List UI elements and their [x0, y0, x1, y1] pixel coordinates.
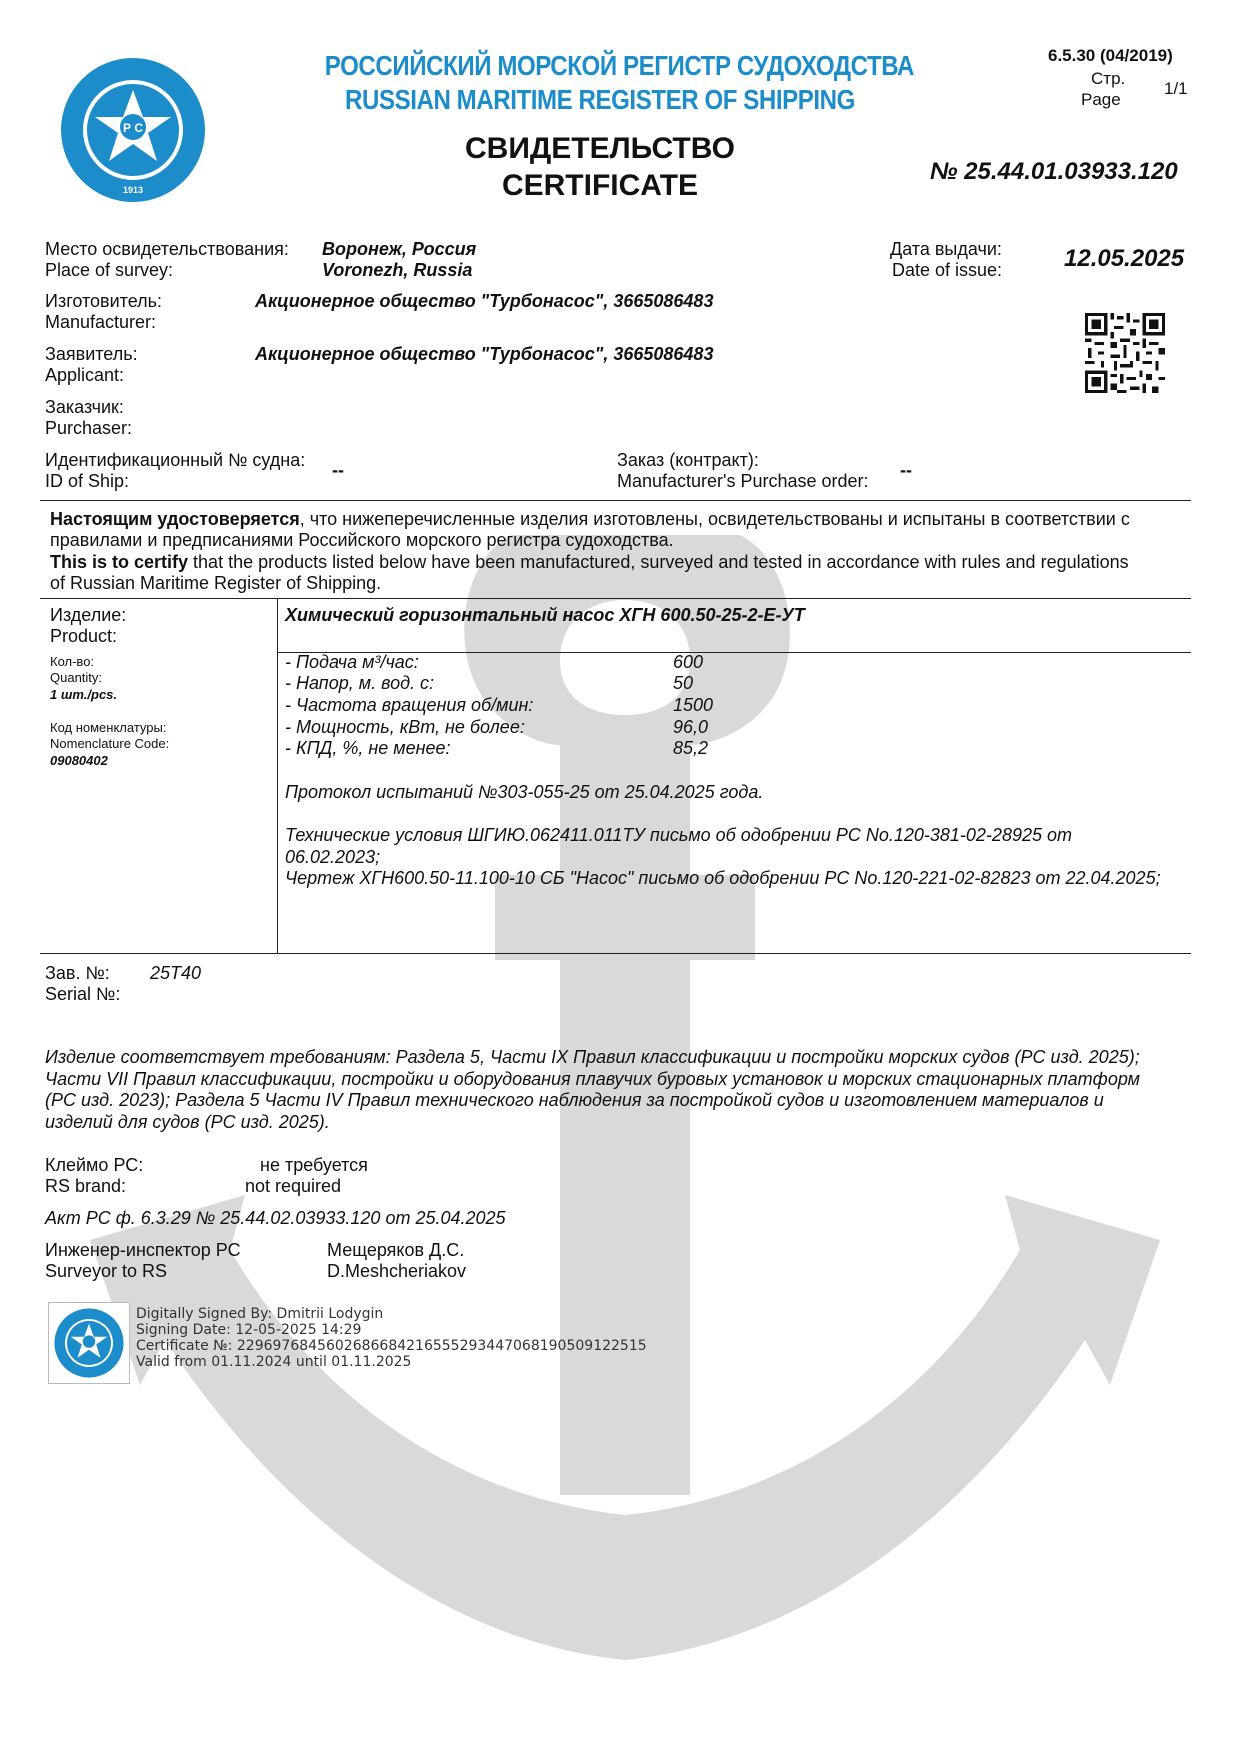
applicant-value: Акционерное общество "Турбонасос", 3665086483 — [255, 344, 714, 364]
test-protocol: Протокол испытаний №303-055-25 от 25.04.2025 года. — [285, 782, 764, 802]
spec-value: 1500 — [673, 695, 714, 715]
divider — [40, 953, 1191, 954]
place-value-ru: Воронеж, Россия — [322, 239, 477, 259]
spec-name: - Частота вращения об/мин: — [285, 695, 534, 715]
spec-value: 96,0 — [673, 717, 709, 737]
signature-validity: Valid from 01.11.2024 until 01.11.2025 — [136, 1354, 412, 1370]
qty-label-ru: Кол-во: — [50, 654, 95, 669]
brand-label-en: RS brand: — [45, 1176, 127, 1196]
product-value: Химический горизонтальный насос ХГН 600.50-25-2-Е-УТ — [285, 605, 805, 625]
signature-date: Signing Date: 12-05-2025 14:29 — [136, 1322, 362, 1338]
purchaser-label-en: Purchaser: — [45, 418, 133, 438]
divider — [40, 598, 1191, 599]
nom-label-ru: Код номенклатуры: — [50, 720, 167, 735]
brand-label-ru: Клеймо РС: — [45, 1155, 144, 1175]
certificate-number: № 25.44.01.03933.120 — [930, 158, 1178, 185]
qty-value: 1 шт./pcs. — [50, 687, 118, 702]
spec-value: 600 — [673, 652, 704, 672]
logo-letters: Р С — [122, 121, 144, 135]
qty-label-en: Quantity: — [50, 670, 103, 685]
page-label-ru: Стр. — [1091, 69, 1126, 88]
surveyor-label-ru: Инженер-инспектор РС — [45, 1240, 241, 1260]
signature-block — [136, 1306, 647, 1370]
rs-logo — [58, 45, 208, 215]
act-reference: Акт РС ф. 6.3.29 № 25.44.02.03933.120 от 25.04.2025 — [45, 1208, 506, 1228]
purchaser-label-ru: Заказчик: — [45, 397, 124, 417]
signature-stamp-logo — [53, 1307, 125, 1379]
brand-value-en: not required — [245, 1176, 342, 1196]
manufacturer-label-en: Manufacturer: — [45, 312, 157, 332]
manufacturer-value: Акционерное общество "Турбонасос", 3665086483 — [255, 291, 714, 311]
spec-value: 50 — [673, 673, 694, 693]
ship-id-label-ru: Идентификационный № судна: — [45, 450, 306, 470]
ship-id-value: -- — [332, 460, 344, 480]
compliance-line: (РС изд. 2023); Раздела 5 Части IV Правил технического наблюдения за постройкой судов и изготовлением материалов и — [45, 1090, 1104, 1110]
org-name-ru: РОССИЙСКИЙ МОРСКОЙ РЕГИСТР СУДОХОДСТВА — [324, 50, 915, 81]
page-label-en: Page — [1081, 90, 1121, 109]
nom-label-en: Nomenclature Code: — [50, 736, 170, 751]
certify-en-line2: of Russian Maritime Register of Shipping. — [50, 573, 382, 593]
spec-name: - Напор, м. вод. с: — [285, 673, 435, 693]
compliance-line: изделий для судов (РС изд. 2025). — [45, 1112, 330, 1132]
qr-code — [1085, 313, 1165, 393]
surveyor-name-en: D.Meshcheriakov — [327, 1261, 467, 1281]
date-label-ru: Дата выдачи: — [890, 239, 1002, 259]
nom-value: 09080402 — [50, 753, 108, 768]
product-label-en: Product: — [50, 626, 118, 646]
tech-conditions-line2: 06.02.2023; — [285, 847, 381, 867]
logo-year: 1913 — [122, 185, 144, 195]
compliance-line: Изделие соответствует требованиям: Раздела 5, Части IX Правил классификации и постройки морских судов (РС изд. 2025); — [45, 1047, 1140, 1067]
serial-label-ru: Зав. №: — [45, 963, 110, 983]
manufacturer-label-ru: Изготовитель: — [45, 291, 162, 311]
doc-title-en: CERTIFICATE — [501, 169, 699, 202]
signature-certificate: Certificate №: 229697684560268668421655529344706819050912251​5 — [136, 1338, 647, 1354]
surveyor-label-en: Surveyor to RS — [45, 1261, 168, 1281]
signature-signed-by: Digitally Signed By: Dmitrii Lodygin — [136, 1306, 384, 1322]
date-value: 12.05.2025 — [1064, 245, 1185, 272]
date-label-en: Date of issue: — [892, 260, 1003, 280]
compliance-line: Части VII Правил классификации, постройки и оборудования плавучих буровых установок и морских стационарных платформ — [45, 1069, 1140, 1089]
org-name-en: RUSSIAN MARITIME REGISTER OF SHIPPING — [345, 84, 855, 115]
spec-name: - Мощность, кВт, не более: — [285, 717, 525, 737]
brand-value-ru: не требуется — [260, 1155, 368, 1175]
place-label-en: Place of survey: — [45, 260, 174, 280]
applicant-label-en: Applicant: — [45, 365, 125, 385]
serial-label-en: Serial №: — [45, 984, 121, 1004]
product-label-ru: Изделие: — [50, 605, 127, 625]
ship-id-label-en: ID of Ship: — [45, 471, 130, 491]
certify-en-line1: This is to certify that the products listed below have been manufactured, surveyed and tested in accordance with rules and regulations — [50, 552, 1129, 572]
tech-conditions-line1: Технические условия ШГИЮ.062411.011ТУ письмо об одобрении РС No.120-381-02-28925 от — [285, 825, 1072, 845]
drawing-reference: Чертеж ХГН600.50-11.100-10 СБ "Насос" письмо об одобрении РС No.120-221-02-82823 от 22.04.2025; — [285, 868, 1161, 888]
place-label-ru: Место освидетельствования: — [45, 239, 289, 259]
spec-value: 85,2 — [673, 738, 709, 758]
serial-value: 25Т40 — [150, 963, 202, 983]
page-value: 1/1 — [1164, 79, 1188, 98]
certify-ru-line1: Настоящим удостоверяется, что нижеперечисленные изделия изготовлены, освидетельствованы и испытаны в соответствии с — [50, 509, 1130, 529]
spec-name: - КПД, %, не менее: — [285, 738, 451, 758]
order-value: -- — [900, 460, 912, 480]
spec-name: - Подача м³/час: — [285, 652, 419, 672]
signature-stamp-box — [48, 1302, 130, 1384]
place-value-en: Voronezh, Russia — [322, 260, 473, 280]
order-label-ru: Заказ (контракт): — [617, 450, 759, 470]
divider — [40, 500, 1191, 501]
doc-title-ru: СВИДЕТЕЛЬСТВО — [465, 132, 735, 165]
order-label-en: Manufacturer's Purchase order: — [617, 471, 869, 491]
certify-ru-line2: правилами и предписаниями Российского морского регистра судоходства. — [50, 530, 674, 550]
form-code: 6.5.30 (04/2019) — [1048, 46, 1173, 65]
applicant-label-ru: Заявитель: — [45, 344, 138, 364]
surveyor-name-ru: Мещеряков Д.С. — [327, 1240, 465, 1260]
